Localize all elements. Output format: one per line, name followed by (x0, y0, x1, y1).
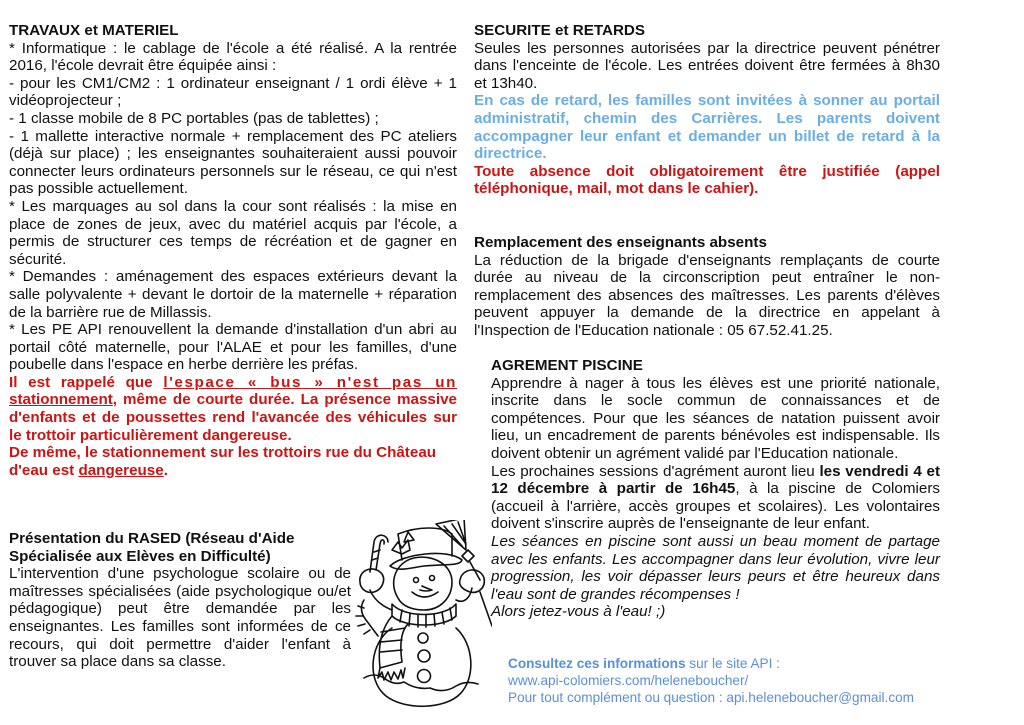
travaux-marquages: * Les marquages au sol dans la cour sont réalisés : la mise en place de zones de jeux, avec du matériel acquis par l'école, a permis de structurer ces temps de récréation et de gagner en sécurité. (9, 197, 457, 268)
travaux-mallette: - 1 mallette interactive normale + remplacement des PC ateliers (déjà sur place) ; les enseignantes souhaiteraient aussi pouvoir connecter leurs ordinateurs personnels sur le réseau, ce qui n'est pas possible actuellement. (9, 127, 457, 198)
rased-title: Présentation du RASED (Réseau d'Aide Spécialisée aux Elèves en Difficulté) (9, 530, 295, 565)
warning-stationnement: stationnement (9, 391, 113, 409)
travaux-title: TRAVAUX et MATERIEL (9, 22, 179, 39)
footer-email-link[interactable]: api.heleneboucher@gmail.com (726, 690, 914, 705)
snowman-illustration (352, 520, 492, 712)
travaux-demandes: * Demandes : aménagement des espaces extérieurs devant la salle polyvalente + devant le dortoir de la maternelle + réparation de la barrière rue de Millassis. (9, 268, 457, 321)
parking-warning-2 (9, 444, 457, 479)
warning2-prefix: De même, le stationnement sur les trottoirs rue du Château d'eau est (9, 444, 437, 479)
footer-line-3 (508, 689, 968, 706)
travaux-cm1-cm2: - pour les CM1/CM2 : 1 ordinateur enseignant / 1 ordi élève + 1 vidéoprojecteur ; (9, 74, 457, 110)
sessions-suffix: , à la piscine de Colomiers (accueil à l'arrière, accès groupes et scolaires). Les volontaires doivent s'inscrire auprès de l'enseignante de leur enfant. (491, 480, 940, 533)
footer-website-link[interactable]: www.api-colomiers.com/heleneboucher/ (508, 673, 749, 688)
right-column (474, 22, 940, 198)
footer-question-label: Pour tout complément ou question : (508, 690, 727, 705)
travaux-classe-mobile: - 1 classe mobile de 8 PC portables (pas de tablettes) ; (9, 109, 379, 127)
travaux-informatique: * Informatique : le cablage de l'école a été réalisé. A la rentrée 2016, l'école devrait être équipée ainsi : (9, 39, 457, 75)
rased-body: L'intervention d'une psychologue scolaire ou de maîtresses spécialisées (aide psychologique ou/et pédagogique) peut être demandée par les enseignantes. Les familles sont informées de ce recours, qui doit permettre d'aider l'enfant à trouver sa place dans sa classe. (9, 565, 351, 671)
securite-title: SECURITE et RETARDS (474, 22, 646, 39)
warning-prefix: Il est rappelé que (9, 373, 164, 391)
remplacement-section (474, 234, 940, 340)
securite-body: Seules les personnes autorisées par la directrice peuvent pénétrer dans l'enceinte de l'école. Les entrées doivent être fermées à 8h30 et 13h40. (474, 39, 940, 92)
warning2-suffix: . (163, 461, 168, 479)
piscine-title: AGREMENT PISCINE (491, 357, 643, 374)
rased-section (9, 530, 351, 671)
retard-notice: En cas de retard, les familles sont invitées à sonner au portail administratif, chemin des Carrières. Les parents doivent accompagner leur enfant et demander un billet de retard à la directrice. (474, 92, 940, 163)
remplacement-body: La réduction de la brigade d'enseignants remplaçants de courte durée au niveau de la circonscription peut entraîner le non-remplacement des absences des maîtresses. Les parents d'élèves peuvent appuyer la demande de la directrice en appelant à l'Inspection de l'Education nationale : 05 67.52.41.25. (474, 251, 940, 339)
absence-notice: Toute absence doit obligatoirement être justifiée (appel téléphonique, mail, mot dans le cahier). (474, 162, 940, 198)
footer-contact (508, 655, 968, 706)
warning-rest: , même de courte durée. La présence massive d'enfants et de poussettes rend l'avancée des véhicules sur le trottoir particulièrement dangereuse. (9, 391, 457, 444)
travaux-abri: * Les PE API renouvellent la demande d'installation d'un abri au portail côté maternelle, pour l'ALAE et pour les familles, d'une poubelle dans l'espace en herbe derrière les préfas. (9, 321, 457, 374)
piscine-sessions (491, 463, 940, 533)
warning2-dangereuse: dangereuse (78, 461, 164, 479)
remplacement-title: Remplacement des enseignants absents (474, 234, 767, 251)
sessions-prefix: Les prochaines sessions d'agrément auront lieu (491, 462, 820, 480)
piscine-section (491, 357, 940, 621)
footer-line-1 (508, 655, 968, 672)
footer-consultez: Consultez ces informations (508, 656, 686, 671)
sessions-dates: les vendredi 4 et 12 décembre à partir de 16h45 (491, 462, 940, 498)
parking-warning (9, 374, 457, 444)
warning-bus-space: l'espace « bus » n'est pas un (163, 373, 457, 391)
left-column (9, 22, 457, 479)
footer-site-label: sur le site API : (685, 656, 780, 671)
piscine-italic-text: Les séances en piscine sont aussi un beau moment de partage avec les enfants. Les accompagner dans leur évolution, vivre leur progression, les voir dépasser leurs peurs et être heureux dans l'eau sont de grandes récompenses ! (491, 532, 940, 603)
piscine-body: Apprendre à nager à tous les élèves est une priorité nationale, inscrite dans le socle commun de connaissances et de compétences. Pour que les séances de natation puissent avoir lieu, un encadrement de parents bénévoles est indispensable. Ils doivent obtenir un agrément validé par l'Education nationale. (491, 374, 940, 462)
piscine-closing: Alors jetez-vous à l'eau! ;) (491, 603, 666, 621)
